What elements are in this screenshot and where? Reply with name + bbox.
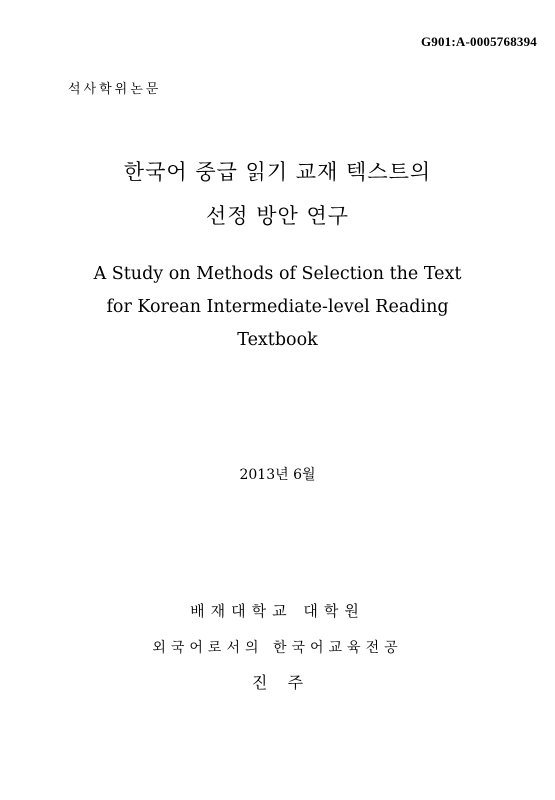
korean-title-line-1: 한국어 중급 읽기 교재 텍스트의 <box>123 160 432 184</box>
submission-date: 2013년 6월 <box>239 467 316 483</box>
english-title-line-1: A Study on Methods of Selection the Text <box>93 264 462 284</box>
english-title-line-2: for Korean Intermediate-level Reading <box>106 297 449 317</box>
korean-title-line-2: 선정 방안 연구 <box>205 204 350 228</box>
degree-type-label: 석사학위논문 <box>68 82 162 97</box>
document-id: G901:A-0005768394 <box>420 34 537 49</box>
author-name: 진 주 <box>251 673 304 692</box>
english-title-line-3: Textbook <box>237 330 318 350</box>
university-name: 배재대학교 대학원 <box>190 602 365 620</box>
department-name: 외국어로서의 한국어교육전공 <box>152 640 403 656</box>
